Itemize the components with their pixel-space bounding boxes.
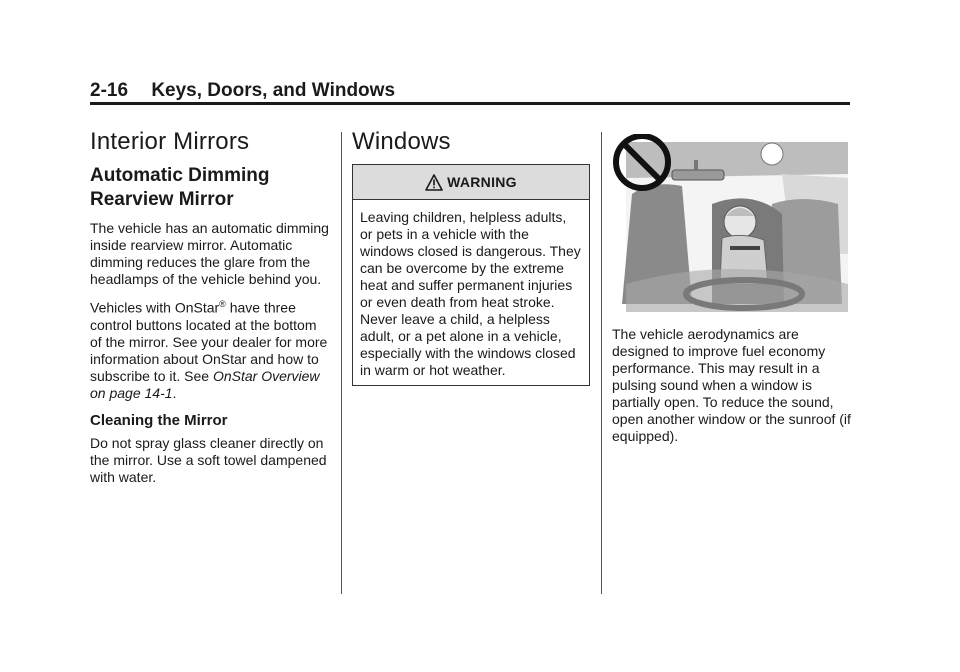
warning-label: WARNING xyxy=(447,174,517,190)
child-in-car-illustration xyxy=(612,134,848,312)
column-middle xyxy=(352,128,590,386)
warning-text: Leaving children, helpless adults, or pets in a vehicle with the windows closed is dangerous. They can be overcome by the extreme heat and suffer permanent injuries or even death from heat stroke. Never leave a child, a helpless adult, or a pet alone in a vehicle, especially with the windows closed in warm or hot weather. xyxy=(360,209,581,378)
header-rule xyxy=(90,102,850,105)
warning-box xyxy=(352,164,590,386)
onstar-text-mid: have three control buttons located at the bottom of the mirror. See your dealer for more information about OnStar and how to subscribe to it. See xyxy=(90,299,328,384)
registered-mark: ® xyxy=(219,299,226,309)
cleaning-mirror-heading: Cleaning the Mirror xyxy=(90,411,228,429)
aerodynamics-paragraph: The vehicle aerodynamics are designed to improve fuel economy performance. This may result in a pulsing sound when a window is partially open. To reduce the sound, open another window or the sunroof (if equipped). xyxy=(612,326,851,444)
warning-triangle-icon xyxy=(425,174,443,191)
section-title: Keys, Doors, and Windows xyxy=(151,80,396,101)
onstar-reference-link[interactable]: OnStar Overview on page 14-1 xyxy=(90,367,320,401)
column-divider-2 xyxy=(601,132,602,594)
column-right xyxy=(612,134,852,453)
warning-header xyxy=(353,165,589,200)
column-left xyxy=(90,128,330,494)
auto-dimming-paragraph: The vehicle has an automatic dimming inside rearview mirror. Automatic dimming reduces the glare from the headlamps of the vehicle behind you. xyxy=(90,220,329,287)
onstar-text: Vehicles with OnStar xyxy=(90,299,220,316)
auto-dimming-heading: Automatic Dimming Rearview Mirror xyxy=(90,165,270,210)
onstar-text-end: . xyxy=(172,384,177,401)
page-header xyxy=(90,80,850,102)
onstar-paragraph xyxy=(90,296,330,402)
cleaning-paragraph: Do not spray glass cleaner directly on the mirror. Use a soft towel dampened with water. xyxy=(90,434,327,485)
windows-heading: Windows xyxy=(352,128,451,155)
page-number: 2-16 xyxy=(90,80,129,101)
interior-mirrors-heading: Interior Mirrors xyxy=(90,128,250,155)
column-divider-1 xyxy=(341,132,342,594)
